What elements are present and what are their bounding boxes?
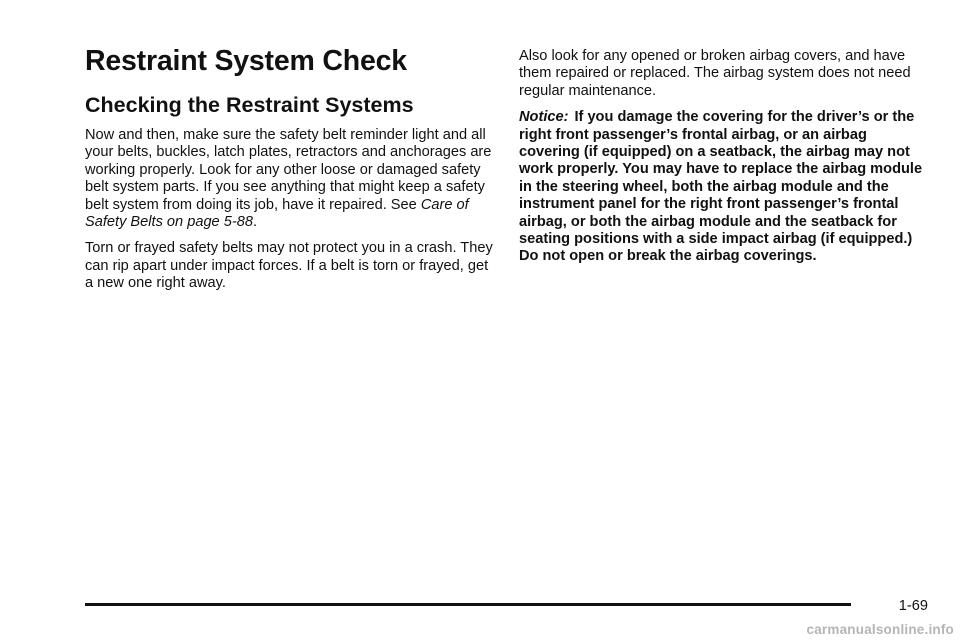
footer-rule — [85, 603, 851, 606]
right-column — [519, 48, 929, 266]
page-title: Restraint System Check — [85, 45, 407, 77]
page-number: 1-69 — [898, 598, 928, 614]
left-column — [85, 44, 495, 293]
paragraph-airbag-covers: Also look for any opened or broken airbag covers, and have them repaired or replaced. The airbag system does not need regular maintenance. — [519, 48, 911, 99]
notice-label: Notice: — [519, 109, 569, 126]
cross-reference-link[interactable]: Care of Safety Belts on page 5-88 — [85, 196, 469, 231]
notice-text: If you damage the covering for the driver’s or the right front passenger’s frontal airbag, or an airbag covering (if equipped) on a seatback, the airbag may not work properly. You may have to replace the airbag module in the steering wheel, both the airbag module and the instrument panel for the right front passenger’s frontal airbag, or both the airbag module and the seatback for seating positions with a side impact airbag (if equipped.) Do not open or break the airbag coverings. — [519, 109, 923, 265]
watermark: carmanualsonline.info — [806, 622, 954, 637]
notice-paragraph — [519, 109, 929, 266]
section-heading: Checking the Restraint Systems — [85, 93, 414, 117]
paragraph-belt-check-text: Now and then, make sure the safety belt reminder light and all your belts, buckles, latch plates, retractors and anchorages are working properly. Look for any other loose or damaged safety belt system parts. If you see anything that might keep a safety belt system from doing its job, have it repaired. See — [85, 127, 492, 213]
paragraph-end-punct: . — [252, 214, 258, 231]
paragraph-torn-belts: Torn or frayed safety belts may not protect you in a crash. They can rip apart under impact forces. If a belt is torn or frayed, get a new one right away. — [85, 240, 493, 292]
paragraph-belt-check — [85, 127, 495, 231]
